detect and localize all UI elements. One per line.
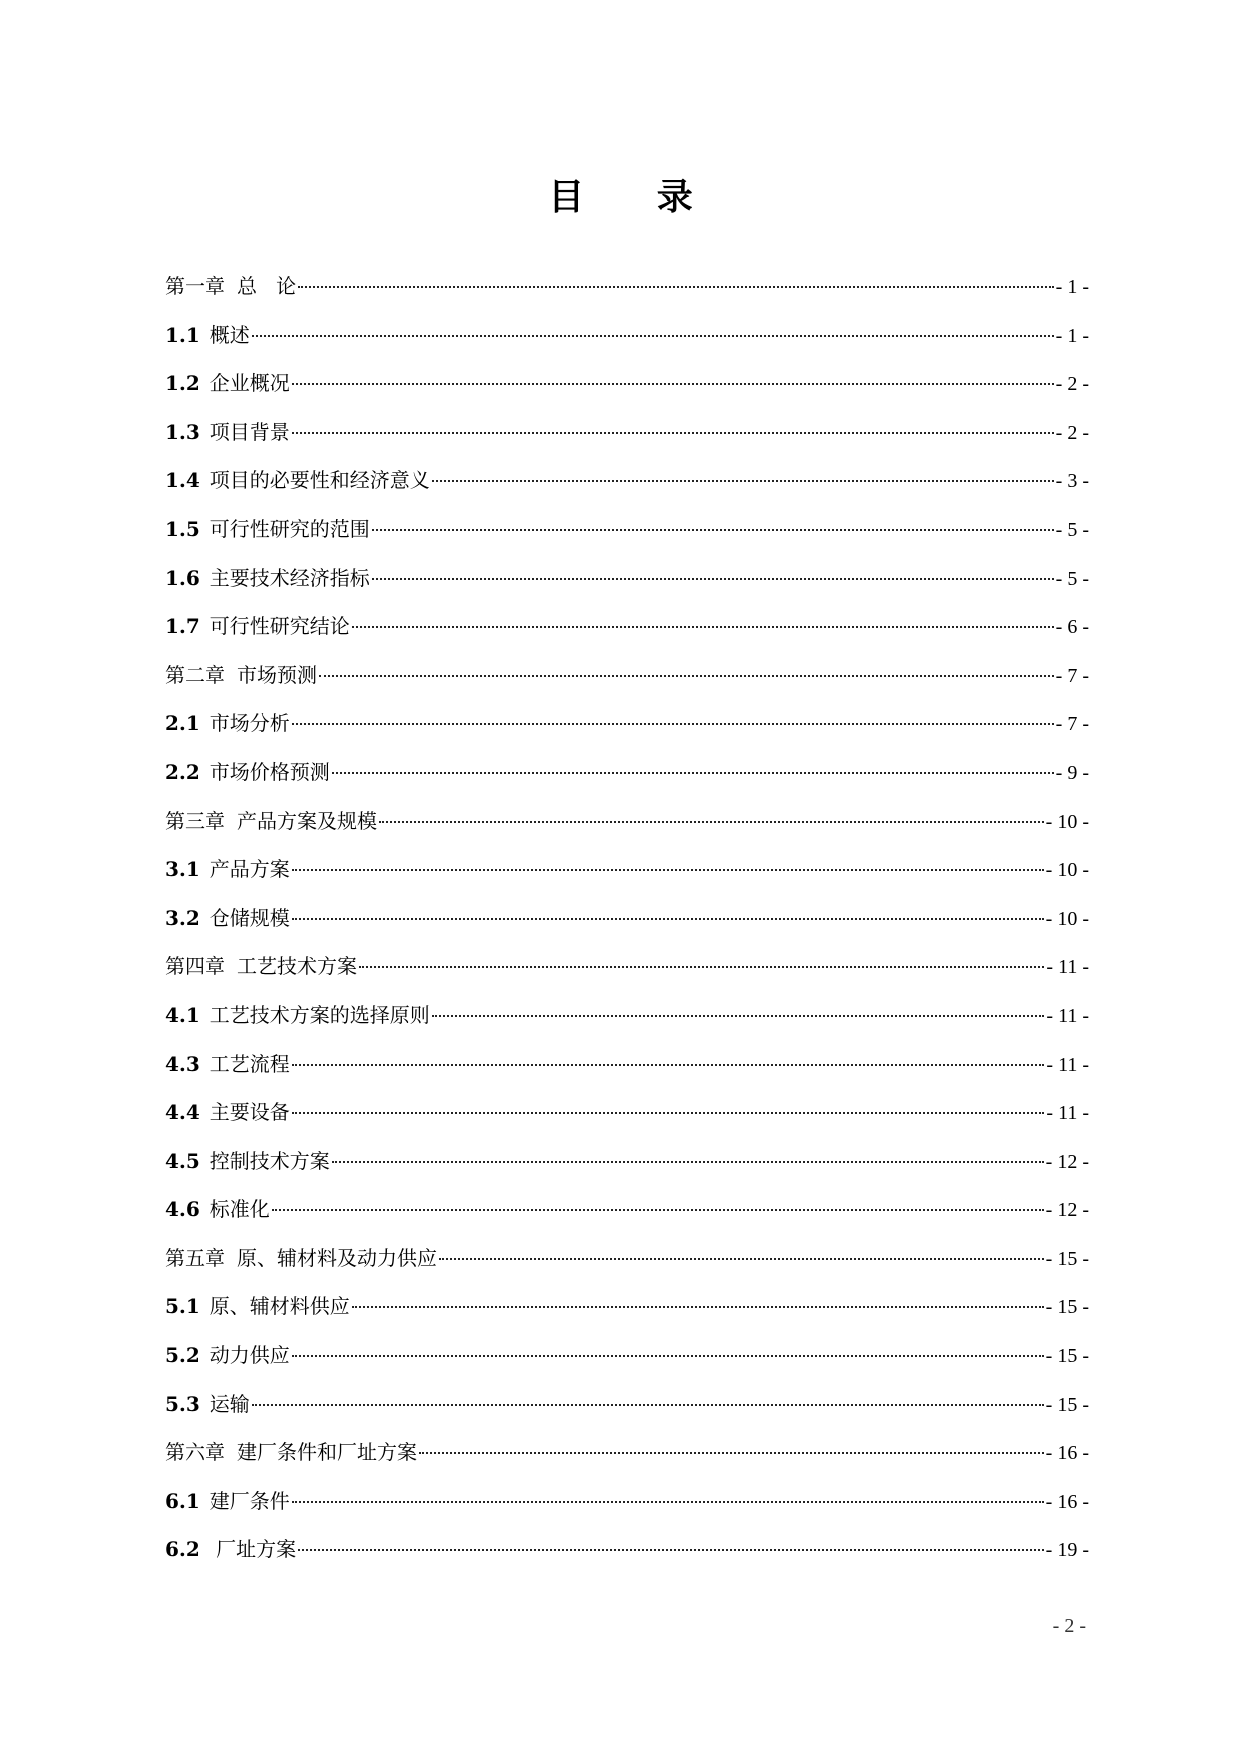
toc-entry-label: 标准化 bbox=[209, 1197, 270, 1222]
toc-entry-page: - 5 - bbox=[1055, 567, 1089, 590]
toc-dot-leader bbox=[292, 1110, 1045, 1114]
toc-entry-page: - 19 - bbox=[1045, 1539, 1089, 1562]
toc-entry-page: - 2 - bbox=[1055, 373, 1089, 396]
toc-entry-label: 产品方案及规模 bbox=[237, 808, 377, 833]
toc-chapter-entry[interactable] bbox=[165, 1234, 1089, 1283]
toc-entry-number: 第五章 bbox=[165, 1245, 225, 1270]
toc-section-entry[interactable] bbox=[165, 505, 1089, 554]
toc-dot-leader bbox=[298, 1547, 1044, 1551]
toc-dot-leader bbox=[432, 478, 1054, 482]
toc-entry-number: 6.2 bbox=[165, 1537, 200, 1562]
toc-entry-page: - 10 - bbox=[1045, 907, 1089, 930]
toc-section-entry[interactable] bbox=[165, 311, 1089, 360]
toc-dot-leader bbox=[292, 1353, 1044, 1357]
toc-entry-label: 可行性研究的范围 bbox=[209, 516, 370, 541]
toc-chapter-entry[interactable] bbox=[165, 262, 1089, 311]
toc-entry-number: 4.1 bbox=[165, 1002, 200, 1027]
toc-entry-number: 6.1 bbox=[165, 1488, 200, 1513]
toc-entry-label: 厂址方案 bbox=[209, 1537, 297, 1562]
toc-entry-page: - 6 - bbox=[1055, 616, 1089, 639]
toc-entry-number: 第三章 bbox=[165, 808, 225, 833]
toc-section-entry[interactable] bbox=[165, 1380, 1089, 1429]
table-of-contents bbox=[165, 262, 1089, 1574]
toc-entry-page: - 15 - bbox=[1045, 1393, 1089, 1416]
toc-entry-label: 市场价格预测 bbox=[209, 759, 330, 784]
toc-section-entry[interactable] bbox=[165, 554, 1089, 603]
toc-section-entry[interactable] bbox=[165, 748, 1089, 797]
toc-section-entry[interactable] bbox=[165, 1040, 1089, 1089]
toc-entry-number: 3.2 bbox=[165, 905, 200, 930]
toc-dot-leader bbox=[292, 1062, 1045, 1066]
toc-title: 目 录 bbox=[548, 176, 723, 218]
toc-entry-number: 第一章 bbox=[165, 274, 225, 298]
toc-chapter-entry[interactable] bbox=[165, 1428, 1089, 1477]
toc-entry-label: 建厂条件和厂址方案 bbox=[237, 1440, 417, 1465]
toc-entry-page: - 3 - bbox=[1055, 470, 1089, 493]
toc-section-entry[interactable] bbox=[165, 1185, 1089, 1234]
toc-entry-label: 市场分析 bbox=[209, 711, 290, 736]
toc-entry-page: - 1 - bbox=[1055, 276, 1089, 298]
toc-entry-number: 4.3 bbox=[165, 1051, 200, 1076]
toc-entry-page: - 11 - bbox=[1046, 956, 1089, 979]
toc-section-entry[interactable] bbox=[165, 894, 1089, 943]
toc-entry-page: - 1 - bbox=[1055, 324, 1089, 347]
toc-dot-leader bbox=[372, 576, 1054, 580]
toc-section-entry[interactable] bbox=[165, 456, 1089, 505]
toc-section-entry[interactable] bbox=[165, 991, 1089, 1040]
toc-section-entry[interactable] bbox=[165, 845, 1089, 894]
toc-entry-label: 主要设备 bbox=[209, 1100, 290, 1125]
toc-entry-number: 5.3 bbox=[165, 1391, 200, 1416]
toc-entry-page: - 15 - bbox=[1045, 1296, 1089, 1319]
toc-entry-page: - 2 - bbox=[1055, 421, 1089, 444]
toc-entry-number: 3.1 bbox=[165, 857, 200, 882]
toc-dot-leader bbox=[439, 1256, 1044, 1260]
toc-dot-leader bbox=[252, 1402, 1044, 1406]
toc-entry-page: - 11 - bbox=[1046, 1004, 1089, 1027]
toc-section-entry[interactable] bbox=[165, 359, 1089, 408]
toc-entry-number: 1.5 bbox=[165, 516, 200, 541]
toc-entry-label: 概述 bbox=[209, 322, 250, 347]
toc-entry-label: 市场预测 bbox=[237, 662, 317, 687]
toc-entry-number: 1.7 bbox=[165, 614, 200, 639]
page-number: - 2 - bbox=[1052, 1615, 1086, 1637]
toc-entry-number: 1.2 bbox=[165, 371, 200, 396]
toc-entry-number: 1.6 bbox=[165, 565, 200, 590]
toc-section-entry[interactable] bbox=[165, 1282, 1089, 1331]
toc-entry-label: 运输 bbox=[209, 1391, 250, 1416]
toc-chapter-entry[interactable] bbox=[165, 651, 1089, 700]
toc-entry-number: 第四章 bbox=[165, 954, 225, 979]
toc-entry-label: 工艺流程 bbox=[209, 1051, 290, 1076]
toc-dot-leader bbox=[352, 624, 1054, 628]
toc-entry-page: - 10 - bbox=[1045, 810, 1089, 833]
toc-entry-number: 第六章 bbox=[165, 1440, 225, 1465]
toc-dot-leader bbox=[292, 867, 1044, 871]
toc-dot-leader bbox=[298, 284, 1054, 288]
toc-chapter-entry[interactable] bbox=[165, 797, 1089, 846]
toc-chapter-entry[interactable] bbox=[165, 942, 1089, 991]
toc-entry-page: - 12 - bbox=[1045, 1199, 1089, 1222]
toc-entry-page: - 16 - bbox=[1045, 1490, 1089, 1513]
toc-entry-label: 主要技术经济指标 bbox=[209, 565, 370, 590]
toc-entry-label: 原、辅材料及动力供应 bbox=[237, 1245, 437, 1270]
toc-section-entry[interactable] bbox=[165, 408, 1089, 457]
toc-dot-leader bbox=[332, 770, 1054, 774]
toc-entry-number: 1.4 bbox=[165, 468, 200, 493]
toc-entry-page: - 7 - bbox=[1055, 664, 1089, 687]
toc-entry-page: - 11 - bbox=[1046, 1102, 1089, 1125]
toc-dot-leader bbox=[272, 1207, 1044, 1211]
toc-entry-number: 2.1 bbox=[165, 711, 200, 736]
toc-section-entry[interactable] bbox=[165, 1137, 1089, 1186]
toc-entry-number: 1.3 bbox=[165, 419, 200, 444]
toc-dot-leader bbox=[352, 1304, 1044, 1308]
toc-dot-leader bbox=[359, 964, 1044, 968]
toc-entry-number: 4.4 bbox=[165, 1100, 200, 1125]
toc-dot-leader bbox=[432, 1013, 1045, 1017]
toc-entry-label: 总 论 bbox=[237, 274, 297, 298]
toc-entry-label: 控制技术方案 bbox=[209, 1148, 330, 1173]
toc-section-entry[interactable] bbox=[165, 1525, 1089, 1574]
toc-entry-number: 5.2 bbox=[165, 1343, 200, 1368]
toc-entry-label: 动力供应 bbox=[209, 1343, 290, 1368]
toc-entry-number: 4.5 bbox=[165, 1148, 200, 1173]
toc-dot-leader bbox=[419, 1450, 1044, 1454]
toc-entry-label: 企业概况 bbox=[209, 371, 290, 396]
toc-section-entry[interactable] bbox=[165, 699, 1089, 748]
toc-entry-label: 工艺技术方案 bbox=[237, 954, 357, 979]
toc-dot-leader bbox=[372, 527, 1054, 531]
toc-dot-leader bbox=[332, 1159, 1044, 1163]
toc-entry-page: - 9 - bbox=[1055, 761, 1089, 784]
toc-entry-label: 项目的必要性和经济意义 bbox=[209, 468, 430, 493]
toc-entry-page: - 15 - bbox=[1045, 1345, 1089, 1368]
toc-section-entry[interactable] bbox=[165, 1477, 1089, 1526]
toc-dot-leader bbox=[292, 916, 1044, 920]
toc-dot-leader bbox=[379, 819, 1044, 823]
toc-entry-label: 可行性研究结论 bbox=[209, 614, 350, 639]
toc-entry-label: 产品方案 bbox=[209, 857, 290, 882]
toc-entry-page: - 11 - bbox=[1046, 1053, 1089, 1076]
toc-entry-page: - 10 - bbox=[1045, 859, 1089, 882]
toc-dot-leader bbox=[292, 381, 1054, 385]
toc-entry-label: 建厂条件 bbox=[209, 1488, 290, 1513]
toc-entry-page: - 15 - bbox=[1045, 1247, 1089, 1270]
toc-entry-number: 5.1 bbox=[165, 1294, 200, 1319]
toc-entry-number: 1.1 bbox=[165, 322, 200, 347]
toc-entry-number: 2.2 bbox=[165, 759, 200, 784]
toc-entry-page: - 7 - bbox=[1055, 713, 1089, 736]
toc-dot-leader bbox=[292, 721, 1054, 725]
toc-section-entry[interactable] bbox=[165, 602, 1089, 651]
toc-entry-label: 工艺技术方案的选择原则 bbox=[209, 1002, 430, 1027]
toc-entry-page: - 5 - bbox=[1055, 518, 1089, 541]
toc-section-entry[interactable] bbox=[165, 1088, 1089, 1137]
toc-dot-leader bbox=[252, 333, 1054, 337]
toc-entry-label: 仓储规模 bbox=[209, 905, 290, 930]
toc-section-entry[interactable] bbox=[165, 1331, 1089, 1380]
toc-entry-number: 4.6 bbox=[165, 1197, 200, 1222]
toc-entry-page: - 16 - bbox=[1045, 1442, 1089, 1465]
toc-dot-leader bbox=[292, 1499, 1044, 1503]
toc-entry-number: 第二章 bbox=[165, 662, 225, 687]
toc-entry-label: 项目背景 bbox=[209, 419, 290, 444]
toc-dot-leader bbox=[319, 673, 1054, 677]
toc-entry-label: 原、辅材料供应 bbox=[209, 1294, 350, 1319]
toc-dot-leader bbox=[292, 430, 1054, 434]
toc-entry-page: - 12 - bbox=[1045, 1150, 1089, 1173]
